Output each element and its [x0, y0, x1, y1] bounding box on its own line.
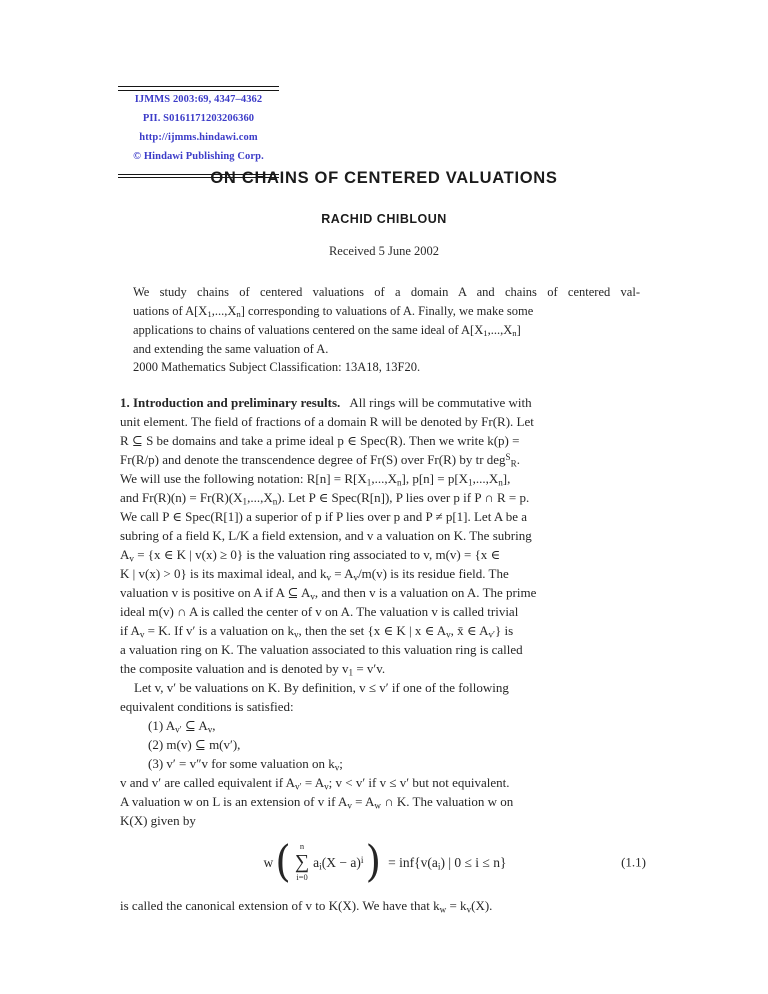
masthead-lines: [118, 91, 279, 174]
text-line: (3) v′ = v″v for some valuation on $k_v$;: [148, 756, 343, 773]
sum-upper-limit: n: [299, 841, 305, 852]
text-line: unit element. The field of fractions of a domain R will be denoted by Fr(R). Let: [120, 414, 534, 429]
left-paren: (: [275, 837, 291, 887]
received-date: Received 5 June 2002: [328, 244, 440, 258]
text-line: R ⊆ S be domains and take a prime ideal p ∈ Spec(R). Then we write k(p) =: [120, 433, 520, 448]
paper-title: ON CHAINS OF CENTERED VALUATIONS: [210, 169, 558, 187]
journal-masthead: [118, 86, 279, 178]
text-line: v and v′ are called equivalent if $A_{v'} = A_v$; v < v′ if v ≤ v′ but not equivalent.: [120, 775, 510, 792]
section-heading: 1. Introduction and preliminary results.: [120, 395, 341, 410]
closing-line-text: is called the canonical extension of v to K(X). We have that $k_w = k_v(X)$.: [120, 898, 493, 915]
summation: [295, 842, 309, 882]
section-first-line-rest: All rings will be commutative with: [349, 395, 532, 410]
text-line: if $A_v = K$. If v′ is a valuation on $k_v$, then the set {x ∈ K | x ∈ $A_v$, x̄ ∈ $A_{v'}$} is: [120, 623, 514, 640]
text-line: a valuation ring on K. The valuation associated to this valuation ring is called: [120, 642, 523, 657]
equation-term: $a_i(X - a)^i$: [313, 854, 364, 872]
text-line: $A_v = \{x$ ∈ K | v(x) ≥ 0} is the valuation ring associated to v, m(v) = {x ∈: [120, 547, 501, 564]
section-first-line-content: [120, 395, 532, 410]
abstract: [133, 283, 640, 359]
equation-1-1: [120, 838, 650, 886]
text-line: valuation v is positive on A if A ⊆ $A_v$, and then v is a valuation on A. The prime: [120, 585, 537, 602]
text-line: uations of $A[X_1,...,X_n]$ corresponding to valuations of A. Finally, we make some: [133, 304, 534, 320]
paragraph-1: [120, 412, 650, 678]
text-line: We call P ∈ Spec(R[1]) a superior of p if P lies over p and P ≠ p[1]. Let A be a: [120, 509, 528, 524]
right-paren: ): [365, 837, 382, 887]
closing-line: [120, 896, 650, 915]
section-first-line: [120, 393, 650, 412]
text-line: and $Fr(R)(n) = Fr(R)(X_1,...,X_n)$. Let P ∈ Spec(R[n]), P lies over p if P ∩ R = p.: [120, 490, 530, 507]
text-line: We will use the following notation: $R[n] = R[X_1,...,X_n]$, $p[n] = p[X_1,...,X_n]$,: [120, 471, 511, 488]
text-line: Let v, v′ be valuations on K. By definition, v ≤ v′ if one of the following: [134, 680, 509, 695]
author-name: RACHID CHIBLOUN: [321, 212, 447, 226]
text-line: © Hindawi Publishing Corp.: [133, 150, 264, 162]
text-line: applications to chains of valuations centered on the same ideal of $A[X_1,...,X_n]$: [133, 323, 521, 339]
sigma-icon: ∑: [294, 850, 310, 873]
equation-rhs: = $inf\{v(a_i)$ | 0 ≤ i ≤ n}: [388, 854, 507, 872]
text-line: IJMMS 2003:69, 4347–4362: [134, 93, 263, 105]
text-line: the composite valuation and is denoted by $v_1 = v'v$.: [120, 661, 386, 678]
text-line: and extending the same valuation of A.: [133, 342, 329, 356]
equation-number: (1.1): [621, 854, 646, 870]
text-line: Fr(R/p) and denote the transcendence degree of Fr(S) over Fr(R) by tr deg$^S_R$.: [120, 451, 520, 469]
text-line: equivalent conditions is satisfied:: [120, 699, 294, 714]
text-line: (1) $A_{v'}$ ⊆ $A_v$,: [148, 718, 216, 735]
text-line: We study chains of centered valuations of a domain A and chains of centered val-: [133, 285, 640, 299]
text-line: (2) m(v) ⊆ m(v′),: [148, 737, 241, 752]
equation-lhs-w: w: [263, 854, 274, 870]
paragraph-2: [120, 678, 650, 830]
text-line: subring of a field K, L/K a field extension, and v a valuation on K. The subring: [120, 528, 532, 543]
text-line: K | v(x) > 0} is its maximal ideal, and $k_v = A_v/m(v)$ is its residue field. The: [120, 566, 509, 583]
text-line: ideal m(v) ∩ A is called the center of v on A. The valuation v is called trivial: [120, 604, 519, 619]
body-text: [120, 393, 650, 915]
msc-line: 2000 Mathematics Subject Classification: 13A18, 13F20.: [133, 360, 421, 374]
text-line: PII. S0161171203206360: [142, 112, 255, 124]
text-line: A valuation w on L is an extension of v if $A_v = A_w$ ∩ K. The valuation w on: [120, 794, 514, 811]
sum-lower-limit: i=0: [296, 871, 308, 882]
text-line: http://ijmms.hindawi.com: [139, 131, 258, 143]
text-line: K(X) given by: [120, 813, 196, 828]
